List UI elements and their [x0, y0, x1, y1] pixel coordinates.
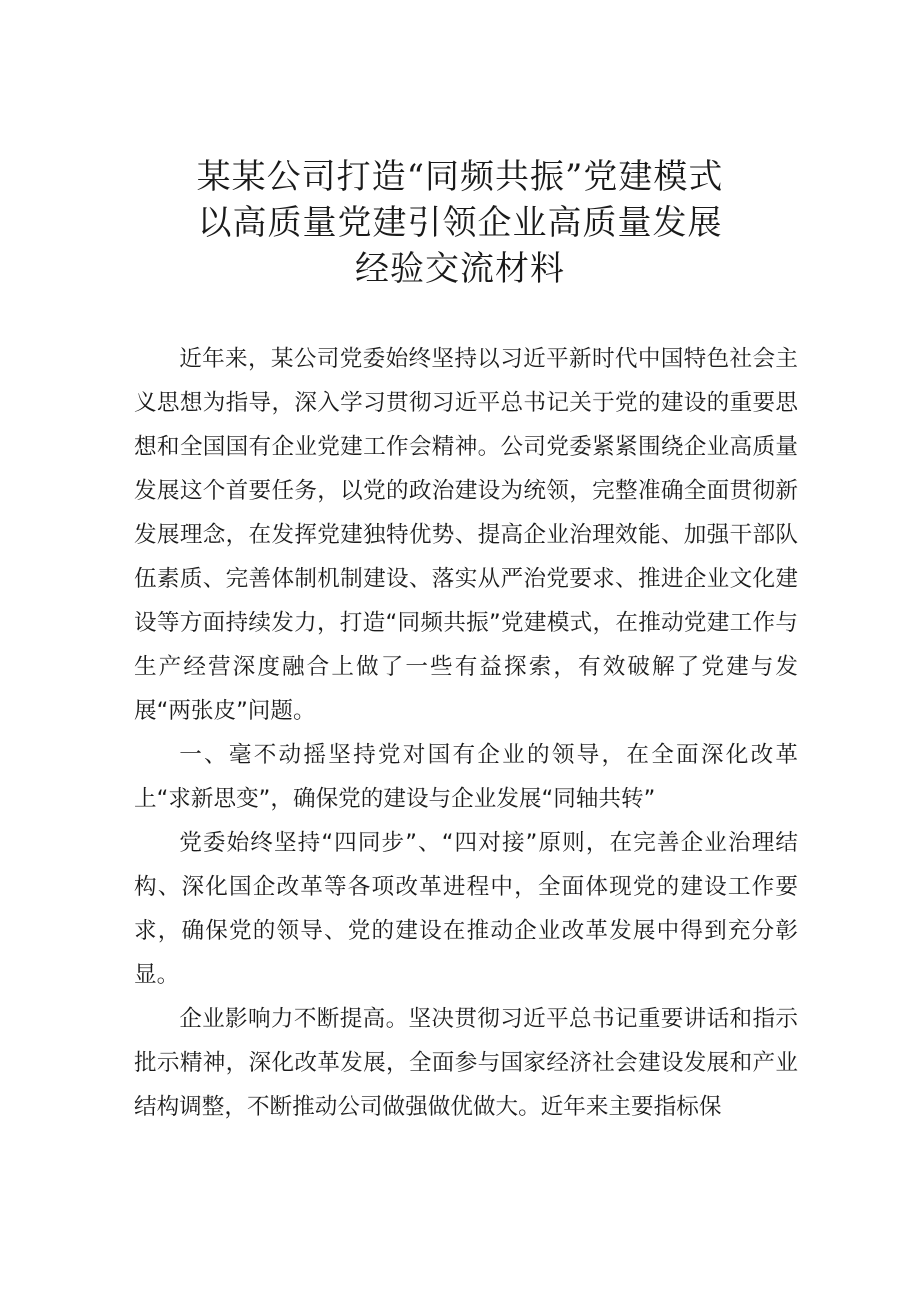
section-heading-1: 一、毫不动摇坚持党对国有企业的领导，在全面深化改革上“求新思变”，确保党的建设与企业发展“同轴共转” [134, 742, 798, 812]
document-body [134, 337, 798, 1129]
paragraph-principles: 党委始终坚持“四同步”、“四对接”原则，在完善企业治理结构、深化国企改革等各项改革进程中，全面体现党的建设工作要求，确保党的领导、党的建设在推动企业改革发展中得到充分彰显。 [134, 830, 798, 988]
title-line-1: 某某公司打造“同频共振”党建模式 [196, 157, 724, 197]
document-title [100, 154, 820, 292]
title-line-2: 以高质量党建引领企业高质量发展 [197, 203, 723, 243]
paragraph-influence: 企业影响力不断提高。坚决贯彻习近平总书记重要讲话和指示批示精神，深化改革发展，全面参与国家经济社会建设发展和产业结构调整，不断推动公司做强做优做大。近年来主要指标保 [134, 1006, 798, 1120]
title-line-3: 经验交流材料 [355, 249, 565, 289]
paragraph-intro: 近年来，某公司党委始终坚持以习近平新时代中国特色社会主义思想为指导，深入学习贯彻习近平总书记关于党的建设的重要思想和全国国有企业党建工作会精神。公司党委紧紧围绕企业高质量发展这个首要任务，以党的政治建设为统领，完整准确全面贯彻新发展理念，在发挥党建独特优势、提高企业治理效能、加强干部队伍素质、完善体制机制建设、落实从严治党要求、推进企业文化建设等方面持续发力，打造“同频共振”党建模式，在推动党建工作与生产经营深度融合上做了一些有益探索，有效破解了党建与发展“两张皮”问题。 [134, 346, 798, 724]
